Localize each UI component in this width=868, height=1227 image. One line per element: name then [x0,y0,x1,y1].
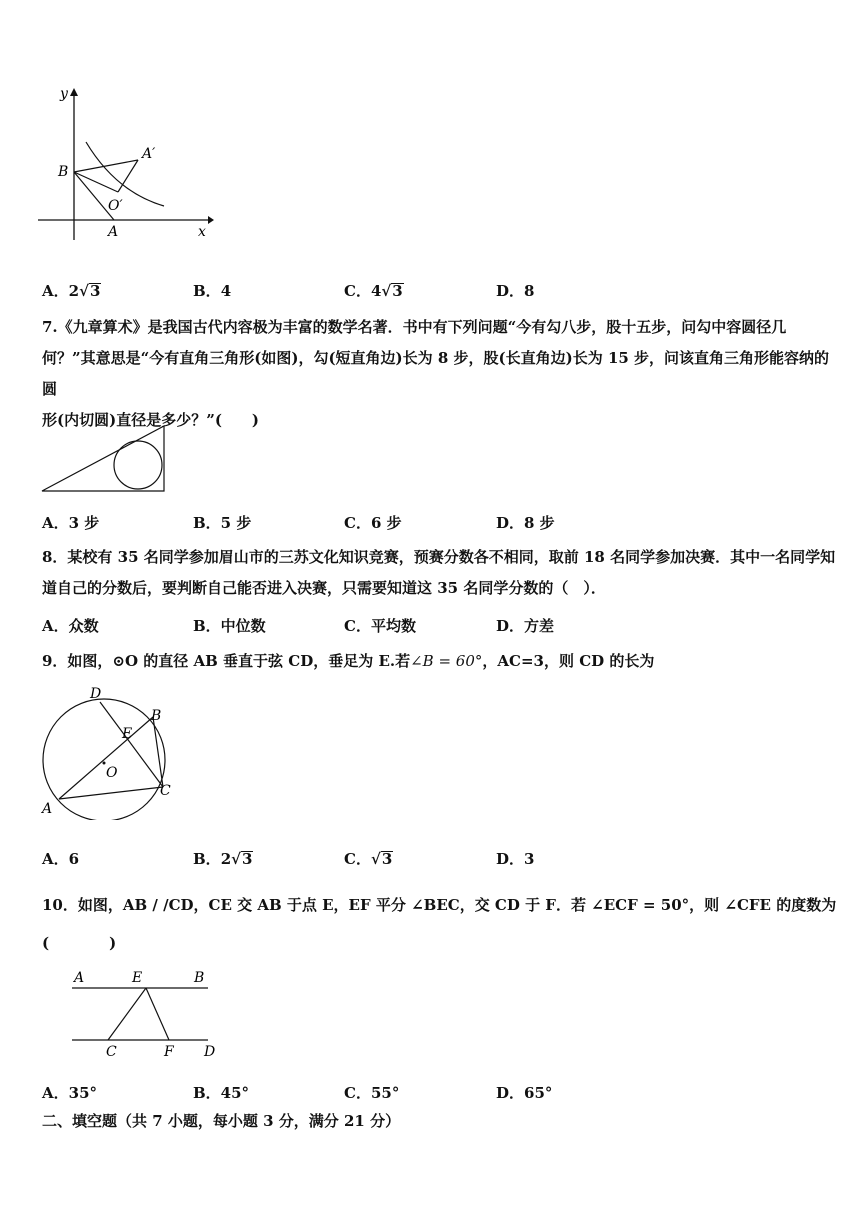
q9-option-c: C．√3 [344,850,393,868]
label-y: y [60,86,68,102]
label-B: B [58,164,69,180]
label-B: B [151,708,162,724]
label-A-prime: A′ [142,146,156,162]
q10-stem: 10．如图，AB / /CD，CE 交 AB 于点 E，EF 平分 ∠BEC，交 CD 于 F．若 ∠ECF = 50°，则 ∠CFE 的度数为 [42,896,837,914]
segment-AC [59,787,163,799]
q8-option-b: B．中位数 [193,617,266,635]
y-axis-arrow [70,88,78,96]
section-2-heading: 二、填空题（共 7 小题，每小题 3 分，满分 21 分） [42,1112,401,1130]
x-axis-arrow [208,216,214,224]
q10-paren: ( ) [42,934,117,952]
q7-option-b: B．5 步 [193,514,252,532]
q7-option-d: D．8 步 [496,514,555,532]
q9-figure [36,680,186,820]
q9-option-a: A．6 [42,850,80,868]
label-E: E [122,726,133,742]
q7-line-2: 何？”其意思是“今有直角三角形(如图)，勾(短直角边)长为 8 步，股(长直角边)长为 15 步，问该直角三角形能容纳的圆 [42,349,830,398]
q8-line-1: 8．某校有 35 名同学参加眉山市的三苏文化知识竞赛，预赛分数各不相同，取前 18 名同学参加决赛．其中一名同学知 [42,548,836,566]
q8-option-c: C．平均数 [344,617,416,635]
q6-option-b: B．4 [193,282,232,300]
segment-A-prime-O-prime [118,160,138,192]
diameter-AB [59,717,153,799]
q7-line-3: 形(内切圆)直径是多少？”( ) [42,411,260,429]
q10-option-d: D．65° [496,1084,553,1102]
segment-EF [146,988,169,1040]
segment-EC [108,988,146,1040]
q9-option-b: B．2√3 [193,850,253,868]
label-B: B [194,970,205,986]
q8-option-d: D．方差 [496,617,555,635]
q8-line-2: 道自己的分数后，要判断自己能否进入决赛，只需要知道这 35 名同学分数的（ ）． [42,579,606,597]
q6-option-a: A．2√3 [42,282,101,300]
right-triangle [42,426,164,491]
q10-figure [66,968,226,1060]
q7-line-1: 7.《九章算术》是我国古代内容极为丰富的数学名著．书中有下列问题“今有勾八步，股十五步，问勾中容圆径几 [42,318,787,336]
label-F: F [164,1044,174,1060]
label-A: A [42,801,53,817]
q8-stem [42,542,842,604]
label-O: O [106,765,118,781]
label-x: x [198,224,206,240]
q10-option-c: C．55° [344,1084,400,1102]
label-C: C [160,783,171,799]
q7-option-c: C．6 步 [344,514,402,532]
q7-stem [42,312,832,436]
incircle [114,441,162,489]
label-C: C [106,1044,117,1060]
q7-figure [40,420,170,496]
label-D: D [204,1044,216,1060]
q9-stem: 9．如图，⊙O 的直径 AB 垂直于弦 CD，垂足为 E.若∠B = 60°，AC=3，则 CD 的长为 [42,652,655,670]
q8-option-a: A．众数 [42,617,99,635]
label-A: A [74,970,85,986]
segment-BA-prime [74,160,138,172]
q9-option-d: D．3 [496,850,535,868]
q6-option-c: C．4√3 [344,282,403,300]
q10-option-b: B．45° [193,1084,250,1102]
label-E: E [132,970,143,986]
q10-option-a: A．35° [42,1084,98,1102]
q7-option-a: A．3 步 [42,514,100,532]
label-O-prime: O′ [108,198,123,214]
q6-option-d: D．8 [496,282,535,300]
q6-figure [36,82,216,242]
label-D: D [90,686,102,702]
label-A: A [108,224,119,240]
